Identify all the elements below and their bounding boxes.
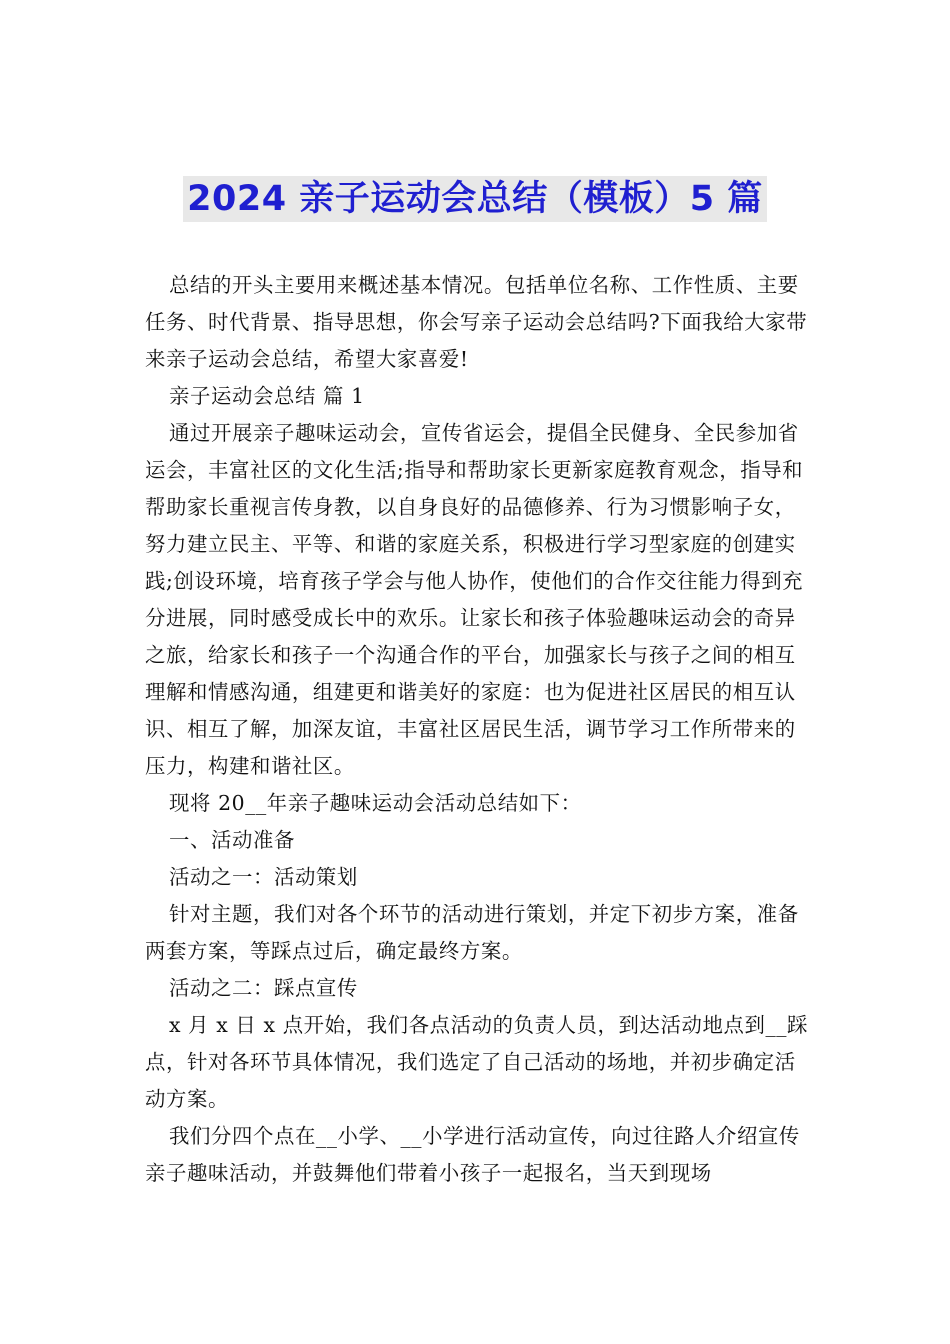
body-paragraph: 针对主题，我们对各个环节的活动进行策划，并定下初步方案，准备两套方案，等踩点过后，确定最终方案。 [145, 902, 799, 963]
subsection-heading: 一、活动准备 [169, 828, 295, 852]
body-paragraph: x 月 x 日 x 点开始，我们各点活动的负责人员，到达活动地点到__踩点，针对各环节具体情况，我们选定了自己活动的场地，并初步确定活动方案。 [145, 1013, 809, 1111]
intro-paragraph: 总结的开头主要用来概述基本情况。包括单位名称、工作性质、主要任务、时代背景、指导思想，你会写亲子运动会总结吗?下面我给大家带来亲子运动会总结，希望大家喜爱! [145, 273, 808, 371]
document-body [145, 267, 813, 1192]
document-title: 2024 亲子运动会总结（模板）5 篇 [183, 176, 767, 222]
body-paragraph: 我们分四个点在__小学、__小学进行活动宣传，向过往路人介绍宣传亲子趣味活动，并鼓舞他们带着小孩子一起报名，当天到现场 [145, 1124, 800, 1185]
title-container [0, 176, 950, 222]
activity-heading: 活动之一：活动策划 [169, 865, 358, 889]
activity-heading: 活动之二：踩点宣传 [169, 976, 358, 1000]
body-paragraph: 通过开展亲子趣味运动会，宣传省运会，提倡全民健身、全民参加省运会，丰富社区的文化生活;指导和帮助家长更新家庭教育观念，指导和帮助家长重视言传身教，以自身良好的品德修养、行为习惯影响子女，努力建立民主、平等、和谐的家庭关系，积极进行学习型家庭的创建实践;创设环境，培育孩子学会与他人协作，使他们的合作交往能力得到充分进展，同时感受成长中的欢乐。让家长和孩子体验趣味运动会的奇异之旅，给家长和孩子一个沟通合作的平台，加强家长与孩子之间的相互理解和情感沟通，组建更和谐美好的家庭：也为促进社区居民的相互认识、相互了解，加深友谊，丰富社区居民生活，调节学习工作所带来的压力，构建和谐社区。 [145, 421, 804, 778]
body-paragraph: 现将 20__年亲子趣味运动会活动总结如下： [169, 791, 582, 815]
section-heading: 亲子运动会总结 篇 1 [169, 384, 365, 408]
